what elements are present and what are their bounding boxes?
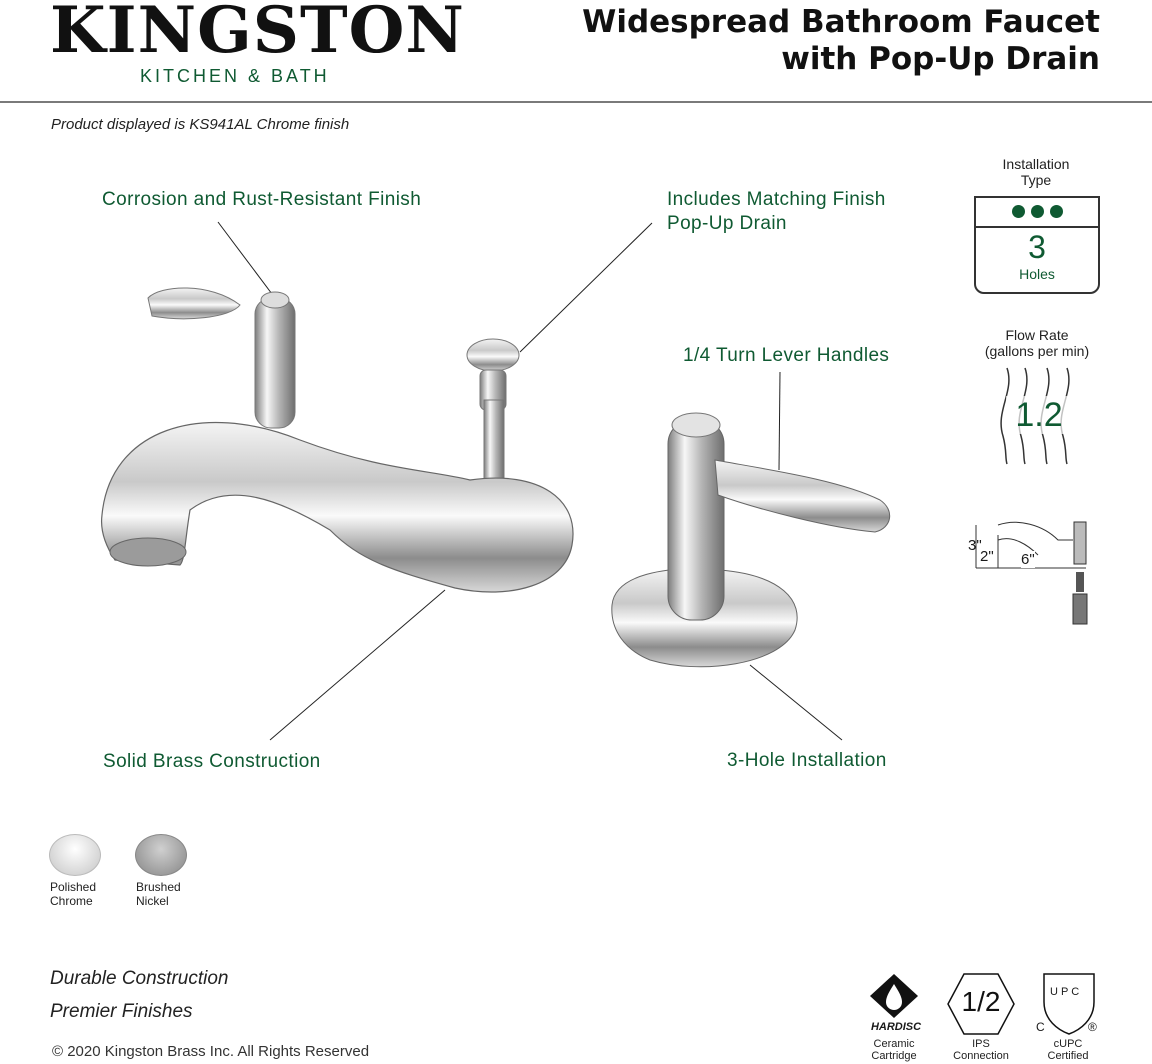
dim-spread: 6" <box>1021 551 1035 568</box>
swatch-label-line1: Polished <box>50 880 97 894</box>
hardisc-label <box>864 1038 924 1062</box>
brushed-nickel-swatch[interactable] <box>135 834 187 876</box>
copyright: © 2020 Kingston Brass Inc. All Rights Reserved <box>52 1043 370 1060</box>
flow-rate-value: 1.2 <box>1006 396 1072 434</box>
swatch-label-line1: Brushed <box>136 880 181 894</box>
hardisc-droplet-icon <box>868 972 920 1020</box>
holes-bar <box>976 198 1098 228</box>
dim-height: 3" <box>968 537 982 554</box>
holes-label: Holes <box>1019 266 1055 282</box>
hole-dot-icon <box>1031 205 1044 218</box>
callout-holes: 3-Hole Installation <box>727 750 887 771</box>
drain-knob <box>467 339 519 490</box>
upc-line1: cUPC <box>1053 1038 1083 1050</box>
hardisc-mark: HARDISC <box>870 1021 922 1033</box>
hole-dot-icon <box>1050 205 1063 218</box>
flow-rate-line1: Flow Rate <box>1005 327 1069 343</box>
callout-drain <box>667 188 886 236</box>
callout-drain-line2: Pop-Up Drain <box>667 213 787 234</box>
upc-line2: Certified <box>1047 1050 1089 1062</box>
installation-holes-box <box>974 196 1100 294</box>
installation-label-line1: Installation <box>1002 156 1070 172</box>
polished-chrome-swatch[interactable] <box>49 834 101 876</box>
brand-logo: KINGSTON <box>50 0 465 68</box>
installation-label-line2: Type <box>1020 172 1052 188</box>
upc-registered: ® <box>1088 1020 1097 1034</box>
callout-handles: 1/4 Turn Lever Handles <box>683 345 890 366</box>
product-caption: Product displayed is KS941AL Chrome finish <box>51 116 350 133</box>
installation-type-label <box>970 156 1102 188</box>
swatch-label-line2: Chrome <box>50 894 93 908</box>
polished-chrome-label <box>50 880 96 908</box>
product-title-line2: with Pop-Up Drain <box>781 41 1100 77</box>
right-handle <box>612 413 890 667</box>
ips-line1: IPS <box>972 1038 990 1050</box>
hardisc-line1: Ceramic <box>873 1038 915 1050</box>
holes-count: 3 <box>1028 229 1046 265</box>
callout-finish: Corrosion and Rust-Resistant Finish <box>102 189 422 210</box>
flow-rate-line2: (gallons per min) <box>984 343 1090 359</box>
ips-label <box>946 1038 1016 1062</box>
callout-brass: Solid Brass Construction <box>103 751 321 772</box>
swatch-label-line2: Nickel <box>136 894 169 908</box>
callout-drain-line1: Includes Matching Finish <box>667 189 886 210</box>
brushed-nickel-label <box>136 880 181 908</box>
ips-value: 1/2 <box>961 986 1001 1017</box>
upc-c: C <box>1036 1020 1045 1034</box>
upc-label <box>1038 1038 1098 1062</box>
brand-tagline: KITCHEN & BATH <box>140 66 330 86</box>
product-title-line1: Widespread Bathroom Faucet <box>582 4 1100 40</box>
feature-finishes: Premier Finishes <box>50 1001 193 1022</box>
flow-rate-label <box>966 327 1108 359</box>
upc-mark: UPC <box>1050 986 1083 998</box>
dim-reach: 2" <box>980 548 994 565</box>
left-handle <box>148 288 295 428</box>
ips-line2: Connection <box>953 1050 1009 1062</box>
dimensions-diagram <box>968 510 1098 630</box>
hardisc-line2: Cartridge <box>871 1050 917 1062</box>
hole-dot-icon <box>1012 205 1025 218</box>
feature-durable: Durable Construction <box>50 968 229 989</box>
